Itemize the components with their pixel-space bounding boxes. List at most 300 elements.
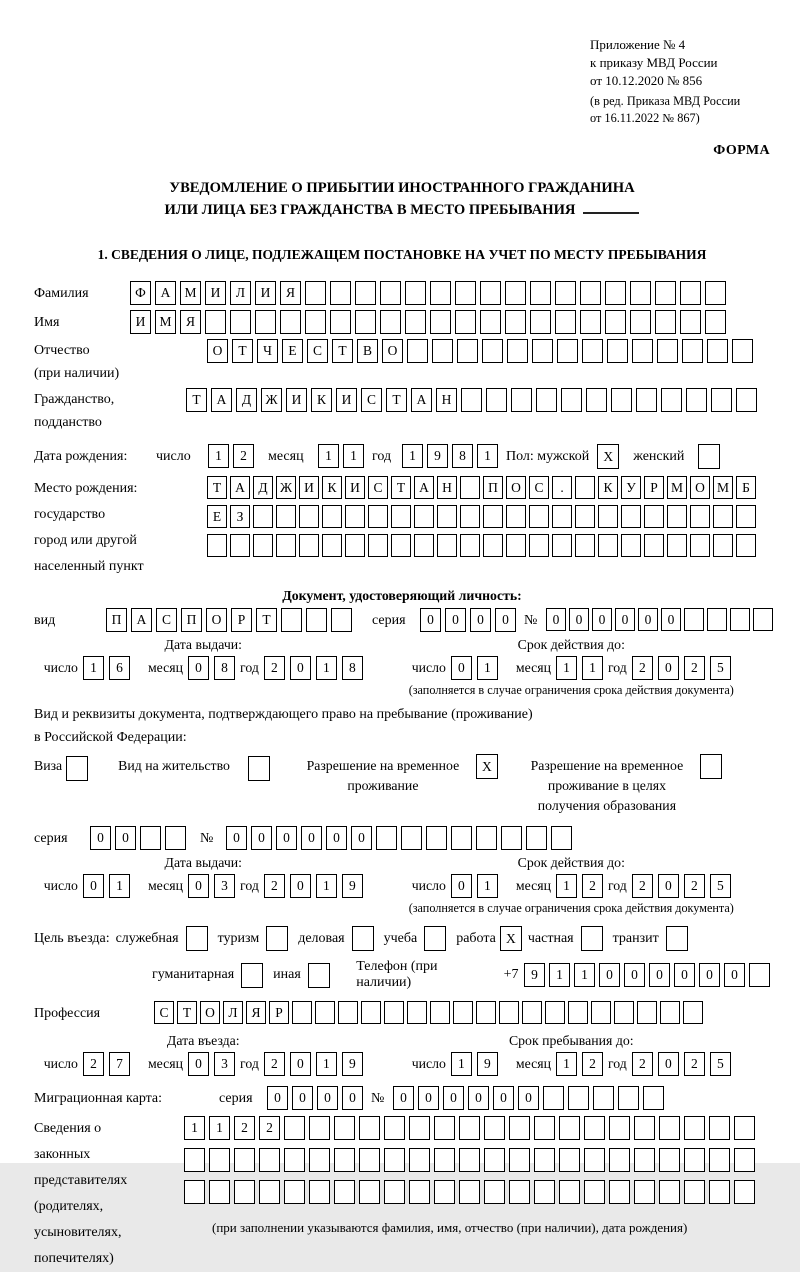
char-cell[interactable]: И — [299, 476, 319, 499]
char-cell[interactable]: 0 — [615, 608, 635, 631]
char-cell[interactable]: 0 — [638, 608, 658, 631]
char-cell[interactable]: 0 — [495, 608, 516, 632]
char-cell[interactable] — [732, 339, 753, 363]
char-cell[interactable] — [690, 505, 710, 528]
char-cell[interactable]: И — [255, 281, 276, 305]
char-cell[interactable] — [461, 388, 482, 412]
char-cell[interactable]: А — [155, 281, 176, 305]
char-cell[interactable] — [509, 1180, 530, 1204]
char-cell[interactable]: 8 — [452, 444, 473, 468]
char-cell[interactable] — [255, 310, 276, 334]
char-cell[interactable]: Р — [269, 1001, 289, 1024]
char-cell[interactable] — [584, 1148, 605, 1172]
purpose-business-checkbox[interactable] — [186, 926, 208, 951]
char-cell[interactable] — [584, 1180, 605, 1204]
char-cell[interactable] — [707, 339, 728, 363]
char-cell[interactable]: 3 — [214, 1052, 235, 1076]
char-cell[interactable] — [330, 310, 351, 334]
char-cell[interactable] — [580, 310, 601, 334]
char-cell[interactable] — [511, 388, 532, 412]
purpose-transit-checkbox[interactable] — [666, 926, 688, 951]
char-cell[interactable] — [561, 388, 582, 412]
char-cell[interactable] — [559, 1180, 580, 1204]
char-cell[interactable]: И — [205, 281, 226, 305]
char-cell[interactable]: О — [207, 339, 228, 363]
char-cell[interactable]: Ф — [130, 281, 151, 305]
char-cell[interactable] — [331, 608, 352, 632]
char-cell[interactable] — [209, 1148, 230, 1172]
char-cell[interactable] — [709, 1116, 730, 1140]
char-cell[interactable]: 0 — [518, 1086, 539, 1110]
char-cell[interactable]: Ж — [261, 388, 282, 412]
char-cell[interactable]: А — [414, 476, 434, 499]
char-cell[interactable]: 0 — [658, 874, 679, 898]
char-cell[interactable] — [459, 1148, 480, 1172]
char-cell[interactable] — [345, 505, 365, 528]
char-cell[interactable]: 0 — [624, 963, 645, 987]
char-cell[interactable]: 1 — [477, 444, 498, 468]
char-cell[interactable]: 0 — [290, 874, 311, 898]
char-cell[interactable] — [299, 534, 319, 557]
char-cell[interactable]: 1 — [208, 444, 229, 468]
char-cell[interactable]: 1 — [184, 1116, 205, 1140]
char-cell[interactable] — [734, 1148, 755, 1172]
char-cell[interactable]: 3 — [214, 874, 235, 898]
char-cell[interactable] — [593, 1086, 614, 1110]
char-cell[interactable] — [543, 1086, 564, 1110]
char-cell[interactable] — [455, 281, 476, 305]
char-cell[interactable] — [555, 281, 576, 305]
char-cell[interactable] — [605, 310, 626, 334]
char-cell[interactable]: 0 — [658, 656, 679, 680]
char-cell[interactable] — [507, 339, 528, 363]
char-cell[interactable] — [753, 608, 773, 631]
char-cell[interactable] — [644, 505, 664, 528]
char-cell[interactable] — [644, 534, 664, 557]
char-cell[interactable]: М — [713, 476, 733, 499]
char-cell[interactable] — [501, 826, 522, 850]
char-cell[interactable] — [184, 1180, 205, 1204]
char-cell[interactable] — [359, 1180, 380, 1204]
char-cell[interactable] — [384, 1001, 404, 1024]
char-cell[interactable]: 9 — [477, 1052, 498, 1076]
char-cell[interactable] — [299, 505, 319, 528]
char-cell[interactable] — [591, 1001, 611, 1024]
char-cell[interactable] — [315, 1001, 335, 1024]
purpose-other-checkbox[interactable] — [308, 963, 330, 988]
temp-residence-checkbox[interactable]: X — [476, 754, 498, 779]
char-cell[interactable] — [407, 339, 428, 363]
char-cell[interactable]: 0 — [699, 963, 720, 987]
char-cell[interactable] — [484, 1180, 505, 1204]
char-cell[interactable]: С — [368, 476, 388, 499]
char-cell[interactable] — [575, 476, 595, 499]
char-cell[interactable]: Е — [207, 505, 227, 528]
char-cell[interactable] — [680, 281, 701, 305]
residence-permit-checkbox[interactable] — [248, 756, 270, 781]
char-cell[interactable] — [338, 1001, 358, 1024]
char-cell[interactable] — [684, 608, 704, 631]
char-cell[interactable]: 1 — [343, 444, 364, 468]
char-cell[interactable]: 2 — [632, 656, 653, 680]
char-cell[interactable]: И — [286, 388, 307, 412]
char-cell[interactable] — [460, 476, 480, 499]
char-cell[interactable] — [430, 310, 451, 334]
char-cell[interactable]: 0 — [569, 608, 589, 631]
char-cell[interactable]: П — [106, 608, 127, 632]
char-cell[interactable] — [486, 388, 507, 412]
char-cell[interactable] — [405, 310, 426, 334]
char-cell[interactable] — [522, 1001, 542, 1024]
char-cell[interactable]: . — [552, 476, 572, 499]
char-cell[interactable] — [482, 339, 503, 363]
char-cell[interactable]: 0 — [90, 826, 111, 850]
char-cell[interactable] — [580, 281, 601, 305]
char-cell[interactable]: Т — [256, 608, 277, 632]
char-cell[interactable] — [230, 534, 250, 557]
char-cell[interactable] — [749, 963, 770, 987]
char-cell[interactable] — [407, 1001, 427, 1024]
char-cell[interactable]: 1 — [316, 656, 337, 680]
char-cell[interactable] — [607, 339, 628, 363]
char-cell[interactable] — [459, 1116, 480, 1140]
char-cell[interactable]: А — [411, 388, 432, 412]
char-cell[interactable]: 0 — [251, 826, 272, 850]
char-cell[interactable] — [330, 281, 351, 305]
char-cell[interactable] — [376, 826, 397, 850]
char-cell[interactable] — [322, 534, 342, 557]
char-cell[interactable] — [322, 505, 342, 528]
char-cell[interactable]: Р — [644, 476, 664, 499]
char-cell[interactable]: 1 — [477, 656, 498, 680]
gender-male-checkbox[interactable]: X — [597, 444, 619, 469]
char-cell[interactable]: 0 — [418, 1086, 439, 1110]
char-cell[interactable] — [660, 1001, 680, 1024]
char-cell[interactable] — [355, 281, 376, 305]
char-cell[interactable] — [483, 505, 503, 528]
char-cell[interactable]: 2 — [632, 874, 653, 898]
char-cell[interactable] — [309, 1116, 330, 1140]
char-cell[interactable] — [259, 1148, 280, 1172]
char-cell[interactable] — [630, 281, 651, 305]
char-cell[interactable] — [684, 1148, 705, 1172]
char-cell[interactable]: 1 — [451, 1052, 472, 1076]
char-cell[interactable]: 9 — [342, 874, 363, 898]
char-cell[interactable] — [276, 534, 296, 557]
char-cell[interactable]: 0 — [226, 826, 247, 850]
char-cell[interactable] — [667, 505, 687, 528]
char-cell[interactable]: Л — [223, 1001, 243, 1024]
char-cell[interactable] — [568, 1086, 589, 1110]
char-cell[interactable] — [430, 281, 451, 305]
char-cell[interactable]: 0 — [649, 963, 670, 987]
char-cell[interactable]: 0 — [292, 1086, 313, 1110]
char-cell[interactable]: 2 — [233, 444, 254, 468]
char-cell[interactable] — [405, 281, 426, 305]
char-cell[interactable] — [476, 826, 497, 850]
char-cell[interactable]: А — [131, 608, 152, 632]
char-cell[interactable] — [140, 826, 161, 850]
char-cell[interactable] — [559, 1116, 580, 1140]
char-cell[interactable] — [552, 505, 572, 528]
char-cell[interactable] — [499, 1001, 519, 1024]
char-cell[interactable] — [661, 388, 682, 412]
char-cell[interactable] — [361, 1001, 381, 1024]
char-cell[interactable]: 0 — [351, 826, 372, 850]
char-cell[interactable] — [459, 1180, 480, 1204]
char-cell[interactable] — [534, 1148, 555, 1172]
char-cell[interactable] — [305, 281, 326, 305]
char-cell[interactable]: 0 — [674, 963, 695, 987]
char-cell[interactable]: 0 — [443, 1086, 464, 1110]
char-cell[interactable] — [484, 1148, 505, 1172]
char-cell[interactable]: 9 — [342, 1052, 363, 1076]
char-cell[interactable]: 1 — [477, 874, 498, 898]
char-cell[interactable]: Я — [180, 310, 201, 334]
char-cell[interactable]: 0 — [592, 608, 612, 631]
char-cell[interactable]: Б — [736, 476, 756, 499]
char-cell[interactable]: 1 — [582, 656, 603, 680]
char-cell[interactable]: К — [311, 388, 332, 412]
char-cell[interactable]: Т — [177, 1001, 197, 1024]
char-cell[interactable]: 0 — [661, 608, 681, 631]
char-cell[interactable] — [630, 310, 651, 334]
char-cell[interactable] — [505, 281, 526, 305]
char-cell[interactable]: 9 — [427, 444, 448, 468]
char-cell[interactable] — [434, 1148, 455, 1172]
char-cell[interactable] — [209, 1180, 230, 1204]
char-cell[interactable]: И — [130, 310, 151, 334]
char-cell[interactable] — [690, 534, 710, 557]
char-cell[interactable] — [713, 534, 733, 557]
char-cell[interactable]: 2 — [582, 1052, 603, 1076]
char-cell[interactable] — [281, 608, 302, 632]
char-cell[interactable]: 0 — [115, 826, 136, 850]
char-cell[interactable] — [526, 826, 547, 850]
char-cell[interactable]: 6 — [109, 656, 130, 680]
char-cell[interactable]: Т — [232, 339, 253, 363]
char-cell[interactable]: 0 — [470, 608, 491, 632]
char-cell[interactable] — [409, 1148, 430, 1172]
char-cell[interactable]: 0 — [188, 1052, 209, 1076]
char-cell[interactable]: Д — [236, 388, 257, 412]
char-cell[interactable] — [552, 534, 572, 557]
char-cell[interactable]: 1 — [549, 963, 570, 987]
char-cell[interactable]: К — [598, 476, 618, 499]
char-cell[interactable] — [611, 388, 632, 412]
char-cell[interactable] — [575, 505, 595, 528]
char-cell[interactable] — [334, 1148, 355, 1172]
char-cell[interactable] — [505, 310, 526, 334]
char-cell[interactable]: 1 — [109, 874, 130, 898]
char-cell[interactable]: Ч — [257, 339, 278, 363]
char-cell[interactable] — [484, 1116, 505, 1140]
char-cell[interactable]: Т — [207, 476, 227, 499]
char-cell[interactable] — [734, 1116, 755, 1140]
char-cell[interactable] — [205, 310, 226, 334]
char-cell[interactable] — [536, 388, 557, 412]
char-cell[interactable] — [276, 505, 296, 528]
char-cell[interactable] — [598, 534, 618, 557]
char-cell[interactable] — [434, 1180, 455, 1204]
char-cell[interactable]: 1 — [209, 1116, 230, 1140]
char-cell[interactable]: С — [154, 1001, 174, 1024]
char-cell[interactable] — [657, 339, 678, 363]
temp-residence-edu-checkbox[interactable] — [700, 754, 722, 779]
char-cell[interactable]: 0 — [83, 874, 104, 898]
char-cell[interactable] — [711, 388, 732, 412]
char-cell[interactable] — [480, 281, 501, 305]
char-cell[interactable] — [709, 1180, 730, 1204]
char-cell[interactable]: 1 — [316, 874, 337, 898]
char-cell[interactable]: 0 — [290, 1052, 311, 1076]
char-cell[interactable]: 0 — [493, 1086, 514, 1110]
char-cell[interactable] — [705, 281, 726, 305]
char-cell[interactable] — [480, 310, 501, 334]
char-cell[interactable] — [401, 826, 422, 850]
char-cell[interactable] — [730, 608, 750, 631]
char-cell[interactable]: 1 — [556, 1052, 577, 1076]
char-cell[interactable] — [609, 1148, 630, 1172]
char-cell[interactable] — [305, 310, 326, 334]
char-cell[interactable] — [707, 608, 727, 631]
char-cell[interactable]: 2 — [632, 1052, 653, 1076]
char-cell[interactable] — [476, 1001, 496, 1024]
char-cell[interactable]: 2 — [684, 1052, 705, 1076]
char-cell[interactable] — [713, 505, 733, 528]
char-cell[interactable] — [734, 1180, 755, 1204]
char-cell[interactable] — [534, 1116, 555, 1140]
char-cell[interactable]: А — [211, 388, 232, 412]
char-cell[interactable]: 0 — [658, 1052, 679, 1076]
char-cell[interactable]: Е — [282, 339, 303, 363]
char-cell[interactable]: И — [345, 476, 365, 499]
char-cell[interactable] — [506, 534, 526, 557]
char-cell[interactable] — [355, 310, 376, 334]
char-cell[interactable] — [659, 1180, 680, 1204]
char-cell[interactable]: С — [156, 608, 177, 632]
char-cell[interactable]: 2 — [264, 874, 285, 898]
char-cell[interactable] — [391, 534, 411, 557]
visa-checkbox[interactable] — [66, 756, 88, 781]
char-cell[interactable] — [605, 281, 626, 305]
char-cell[interactable] — [384, 1116, 405, 1140]
char-cell[interactable] — [414, 534, 434, 557]
char-cell[interactable] — [509, 1116, 530, 1140]
char-cell[interactable] — [384, 1148, 405, 1172]
char-cell[interactable] — [586, 388, 607, 412]
char-cell[interactable] — [506, 505, 526, 528]
char-cell[interactable] — [451, 826, 472, 850]
char-cell[interactable]: 0 — [445, 608, 466, 632]
char-cell[interactable]: 2 — [83, 1052, 104, 1076]
char-cell[interactable] — [430, 1001, 450, 1024]
char-cell[interactable]: 2 — [684, 656, 705, 680]
char-cell[interactable] — [655, 310, 676, 334]
char-cell[interactable]: З — [230, 505, 250, 528]
char-cell[interactable] — [306, 608, 327, 632]
char-cell[interactable]: А — [230, 476, 250, 499]
char-cell[interactable] — [557, 339, 578, 363]
char-cell[interactable]: 0 — [290, 656, 311, 680]
char-cell[interactable]: 1 — [316, 1052, 337, 1076]
char-cell[interactable]: Т — [391, 476, 411, 499]
char-cell[interactable] — [384, 1180, 405, 1204]
char-cell[interactable] — [334, 1180, 355, 1204]
char-cell[interactable] — [309, 1180, 330, 1204]
char-cell[interactable] — [380, 310, 401, 334]
char-cell[interactable] — [632, 339, 653, 363]
char-cell[interactable]: 1 — [318, 444, 339, 468]
char-cell[interactable] — [437, 534, 457, 557]
char-cell[interactable]: 0 — [420, 608, 441, 632]
char-cell[interactable] — [280, 310, 301, 334]
char-cell[interactable]: 0 — [317, 1086, 338, 1110]
char-cell[interactable] — [284, 1116, 305, 1140]
char-cell[interactable]: 0 — [451, 874, 472, 898]
char-cell[interactable] — [292, 1001, 312, 1024]
char-cell[interactable]: 1 — [556, 874, 577, 898]
purpose-work-checkbox[interactable]: X — [500, 926, 522, 951]
char-cell[interactable] — [409, 1116, 430, 1140]
char-cell[interactable] — [621, 505, 641, 528]
char-cell[interactable] — [345, 534, 365, 557]
char-cell[interactable]: 2 — [259, 1116, 280, 1140]
char-cell[interactable]: 0 — [468, 1086, 489, 1110]
char-cell[interactable] — [432, 339, 453, 363]
char-cell[interactable]: 1 — [83, 656, 104, 680]
char-cell[interactable] — [637, 1001, 657, 1024]
char-cell[interactable] — [455, 310, 476, 334]
char-cell[interactable]: 0 — [546, 608, 566, 631]
char-cell[interactable] — [643, 1086, 664, 1110]
char-cell[interactable]: 2 — [234, 1116, 255, 1140]
char-cell[interactable] — [359, 1116, 380, 1140]
char-cell[interactable] — [568, 1001, 588, 1024]
char-cell[interactable] — [736, 505, 756, 528]
char-cell[interactable]: М — [667, 476, 687, 499]
char-cell[interactable]: Я — [246, 1001, 266, 1024]
char-cell[interactable] — [545, 1001, 565, 1024]
char-cell[interactable] — [532, 339, 553, 363]
char-cell[interactable] — [634, 1180, 655, 1204]
purpose-study-checkbox[interactable] — [424, 926, 446, 951]
char-cell[interactable]: Т — [332, 339, 353, 363]
char-cell[interactable] — [736, 388, 757, 412]
char-cell[interactable]: 0 — [393, 1086, 414, 1110]
char-cell[interactable]: 1 — [402, 444, 423, 468]
char-cell[interactable]: В — [357, 339, 378, 363]
purpose-commercial-checkbox[interactable] — [352, 926, 374, 951]
char-cell[interactable]: Н — [436, 388, 457, 412]
char-cell[interactable] — [368, 534, 388, 557]
char-cell[interactable]: Т — [186, 388, 207, 412]
char-cell[interactable]: 2 — [264, 656, 285, 680]
char-cell[interactable]: Д — [253, 476, 273, 499]
char-cell[interactable] — [391, 505, 411, 528]
char-cell[interactable]: О — [690, 476, 710, 499]
char-cell[interactable] — [530, 281, 551, 305]
char-cell[interactable] — [434, 1116, 455, 1140]
char-cell[interactable]: 2 — [264, 1052, 285, 1076]
char-cell[interactable]: Я — [280, 281, 301, 305]
char-cell[interactable] — [309, 1148, 330, 1172]
char-cell[interactable]: 1 — [574, 963, 595, 987]
char-cell[interactable] — [409, 1180, 430, 1204]
char-cell[interactable] — [437, 505, 457, 528]
char-cell[interactable] — [705, 310, 726, 334]
char-cell[interactable]: О — [206, 608, 227, 632]
